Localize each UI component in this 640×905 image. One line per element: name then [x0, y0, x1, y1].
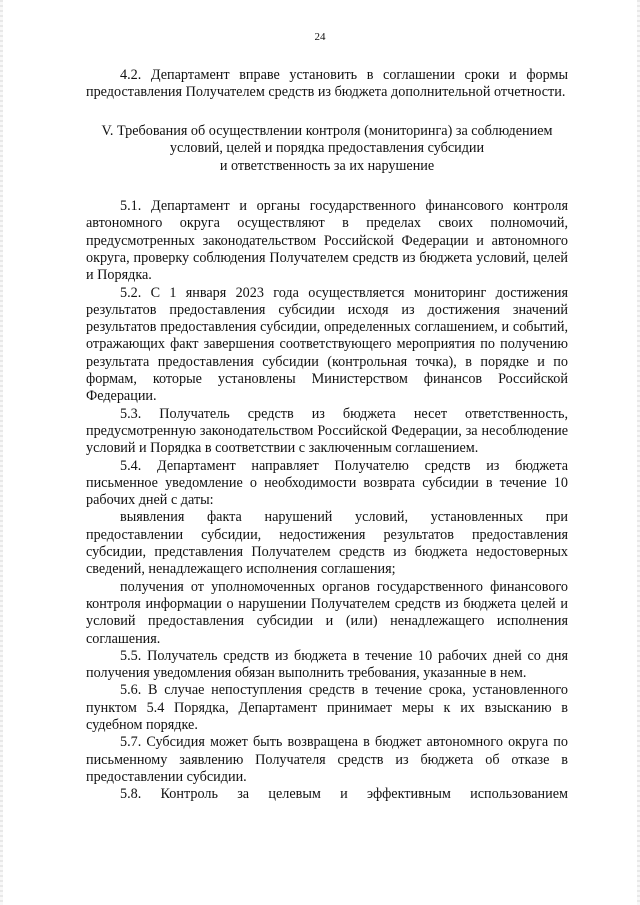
page-number: 24	[314, 31, 326, 43]
paragraph-5-2: 5.2. С 1 января 2023 года осуществляется мониторинг достижения результатов предоставления субсидии исходя из достижения значений результатов предоставления субсидии, определенных соглашением, и событий, отражающих факт завершения соответствующего мероприятия по получению результата предоставления субсидии (контрольная точка), в порядке и по формам, которые установлены Министерством финансов Российской Федерации.	[86, 284, 568, 405]
section-heading-line-1: V. Требования об осуществлении контроля (мониторинга) за соблюдением	[101, 122, 553, 139]
paragraph-5-5: 5.5. Получатель средств из бюджета в течение 10 рабочих дней со дня получения уведомления обязан выполнить требования, указанные в нем.	[86, 647, 568, 682]
scan-edge-left	[0, 0, 3, 905]
paragraph-5-6: 5.6. В случае непоступления средств в течение срока, установленного пунктом 5.4 Порядка, Департамент принимает меры к их взысканию в судебном порядке.	[86, 682, 568, 733]
paragraph-4-2: 4.2. Департамент вправе установить в соглашении сроки и формы предоставления Получателем средств из бюджета дополнительной отчетности.	[86, 67, 568, 101]
document-body	[86, 67, 568, 803]
paragraph-5-3: 5.3. Получатель средств из бюджета несет ответственность, предусмотренную законодательством Российской Федерации, за несоблюдение условий и Порядка в соответствии с заключенным соглашением.	[86, 405, 568, 457]
section-heading-line-2: условий, целей и порядка предоставления субсидии	[169, 140, 485, 157]
paragraph-5-4: 5.4. Департамент направляет Получателю средств из бюджета письменное уведомление о необходимости возврата субсидии в течение 10 рабочих дней с даты:	[86, 457, 568, 509]
paragraph-5-7: 5.7. Субсидия может быть возвращена в бюджет автономного округа по письменному заявлению Получателя средств из бюджета об отказе в предоставлении субсидии.	[86, 734, 568, 785]
paragraph-5-4-item-1: выявления факта нарушений условий, установленных при предоставлении субсидии, недостижения результатов предоставления субсидии, представления Получателем средств из бюджета недостоверных сведений, ненадлежащего исполнения соглашения;	[86, 509, 568, 578]
section-heading	[86, 123, 568, 176]
paragraph-5-8: 5.8. Контроль за целевым и эффективным использованием	[120, 786, 568, 803]
paragraph-5-1: 5.1. Департамент и органы государственного финансового контроля автономного округа осуществляют в пределах своих полномочий, предусмотренных законодательством Российской Федерации и автономного округа, проверку соблюдения Получателем средств из бюджета условий, целей и Порядка.	[86, 198, 568, 284]
section-heading-line-3: и ответственность за их нарушение	[219, 157, 435, 174]
paragraph-5-4-item-2: получения от уполномоченных органов государственного финансового контроля информации о нарушении Получателем средств из бюджета целей и условий предоставления субсидии и (или) ненадлежащего исполнения соглашения.	[86, 578, 568, 647]
